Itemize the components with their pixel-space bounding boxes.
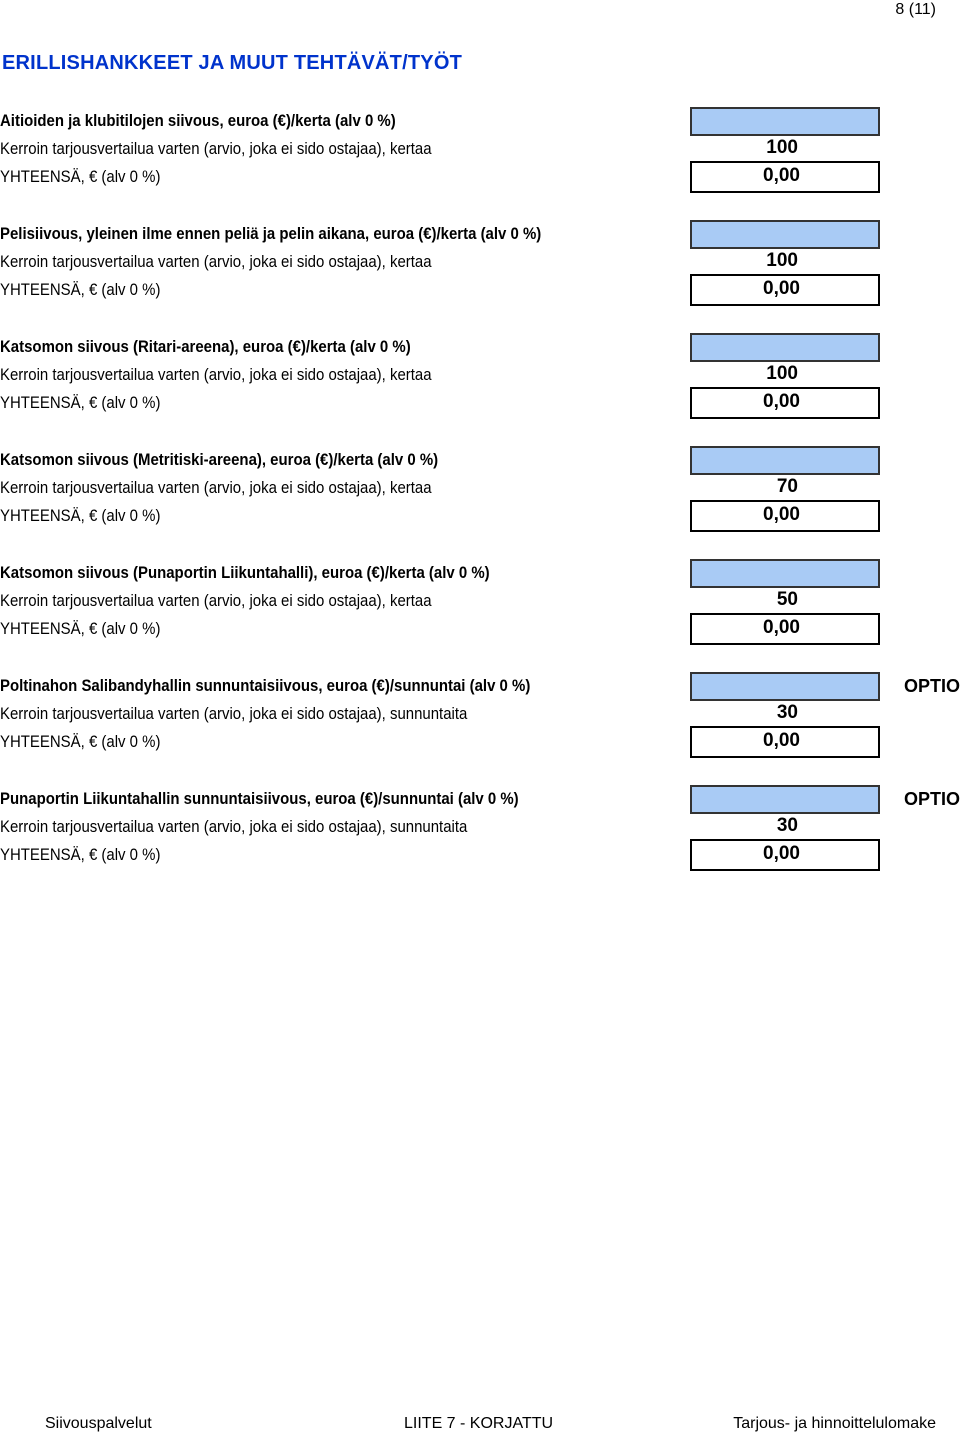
total-label: YHTEENSÄ, € (alv 0 %) (0, 845, 161, 864)
factor-cell: 100 (690, 361, 876, 389)
price-input[interactable] (690, 446, 880, 475)
factor-label: Kerroin tarjousvertailua varten (arvio, joka ei sido ostajaa), sunnuntaita (0, 817, 468, 836)
factor-label: Kerroin tarjousvertailua varten (arvio, joka ei sido ostajaa), kertaa (0, 591, 432, 610)
factor-label: Kerroin tarjousvertailua varten (arvio, joka ei sido ostajaa), kertaa (0, 478, 432, 497)
factor-label: Kerroin tarjousvertailua varten (arvio, joka ei sido ostajaa), kertaa (0, 252, 432, 271)
total-label: YHTEENSÄ, € (alv 0 %) (0, 280, 161, 299)
pricing-section (0, 446, 960, 532)
option-label: OPTIO (904, 676, 960, 696)
section-heading: Aitioiden ja klubitilojen siivous, euroa (€)/kerta (alv 0 %) (0, 111, 396, 130)
price-input[interactable] (690, 559, 880, 588)
option-label: OPTIO (904, 789, 960, 809)
total-label: YHTEENSÄ, € (alv 0 %) (0, 732, 161, 751)
factor-cell: 100 (690, 248, 876, 276)
price-input[interactable] (690, 107, 880, 136)
factor-cell: 70 (690, 474, 876, 502)
total-cell: 0,00 (690, 839, 880, 871)
total-cell: 0,00 (690, 387, 880, 419)
factor-cell: 30 (690, 813, 876, 841)
section-heading: Poltinahon Salibandyhallin sunnuntaisiivous, euroa (€)/sunnuntai (alv 0 %) (0, 676, 531, 695)
factor-cell: 30 (690, 700, 876, 728)
total-label: YHTEENSÄ, € (alv 0 %) (0, 506, 161, 525)
pricing-section (0, 107, 960, 193)
footer-left: Siivouspalvelut (45, 1415, 152, 1432)
total-label: YHTEENSÄ, € (alv 0 %) (0, 167, 161, 186)
pricing-section (0, 672, 960, 758)
total-label: YHTEENSÄ, € (alv 0 %) (0, 393, 161, 412)
total-cell: 0,00 (690, 274, 880, 306)
section-heading: Katsomon siivous (Metritiski-areena), euroa (€)/kerta (alv 0 %) (0, 450, 439, 469)
pricing-section (0, 785, 960, 871)
price-input[interactable] (690, 785, 880, 814)
total-cell: 0,00 (690, 161, 880, 193)
section-heading: Katsomon siivous (Punaportin Liikuntahalli), euroa (€)/kerta (alv 0 %) (0, 563, 490, 582)
total-cell: 0,00 (690, 500, 880, 532)
pricing-section (0, 559, 960, 645)
factor-label: Kerroin tarjousvertailua varten (arvio, joka ei sido ostajaa), kertaa (0, 365, 432, 384)
section-heading: Katsomon siivous (Ritari-areena), euroa (€)/kerta (alv 0 %) (0, 337, 411, 356)
factor-cell: 100 (690, 135, 876, 163)
page-title: ERILLISHANKKEET JA MUUT TEHTÄVÄT/TYÖT (2, 52, 462, 74)
total-cell: 0,00 (690, 726, 880, 758)
footer-center: LIITE 7 - KORJATTU (404, 1415, 554, 1432)
section-heading: Pelisiivous, yleinen ilme ennen peliä ja pelin aikana, euroa (€)/kerta (alv 0 %) (0, 224, 542, 243)
factor-cell: 50 (690, 587, 876, 615)
factor-label: Kerroin tarjousvertailua varten (arvio, joka ei sido ostajaa), kertaa (0, 139, 432, 158)
footer-right: Tarjous- ja hinnoittelulomake (733, 1415, 936, 1432)
pricing-section (0, 220, 960, 306)
page-number: 8 (11) (895, 1, 936, 18)
pricing-section (0, 333, 960, 419)
section-heading: Punaportin Liikuntahallin sunnuntaisiivous, euroa (€)/sunnuntai (alv 0 %) (0, 789, 519, 808)
price-input[interactable] (690, 672, 880, 701)
price-input[interactable] (690, 333, 880, 362)
price-input[interactable] (690, 220, 880, 249)
total-cell: 0,00 (690, 613, 880, 645)
factor-label: Kerroin tarjousvertailua varten (arvio, joka ei sido ostajaa), sunnuntaita (0, 704, 468, 723)
total-label: YHTEENSÄ, € (alv 0 %) (0, 619, 161, 638)
